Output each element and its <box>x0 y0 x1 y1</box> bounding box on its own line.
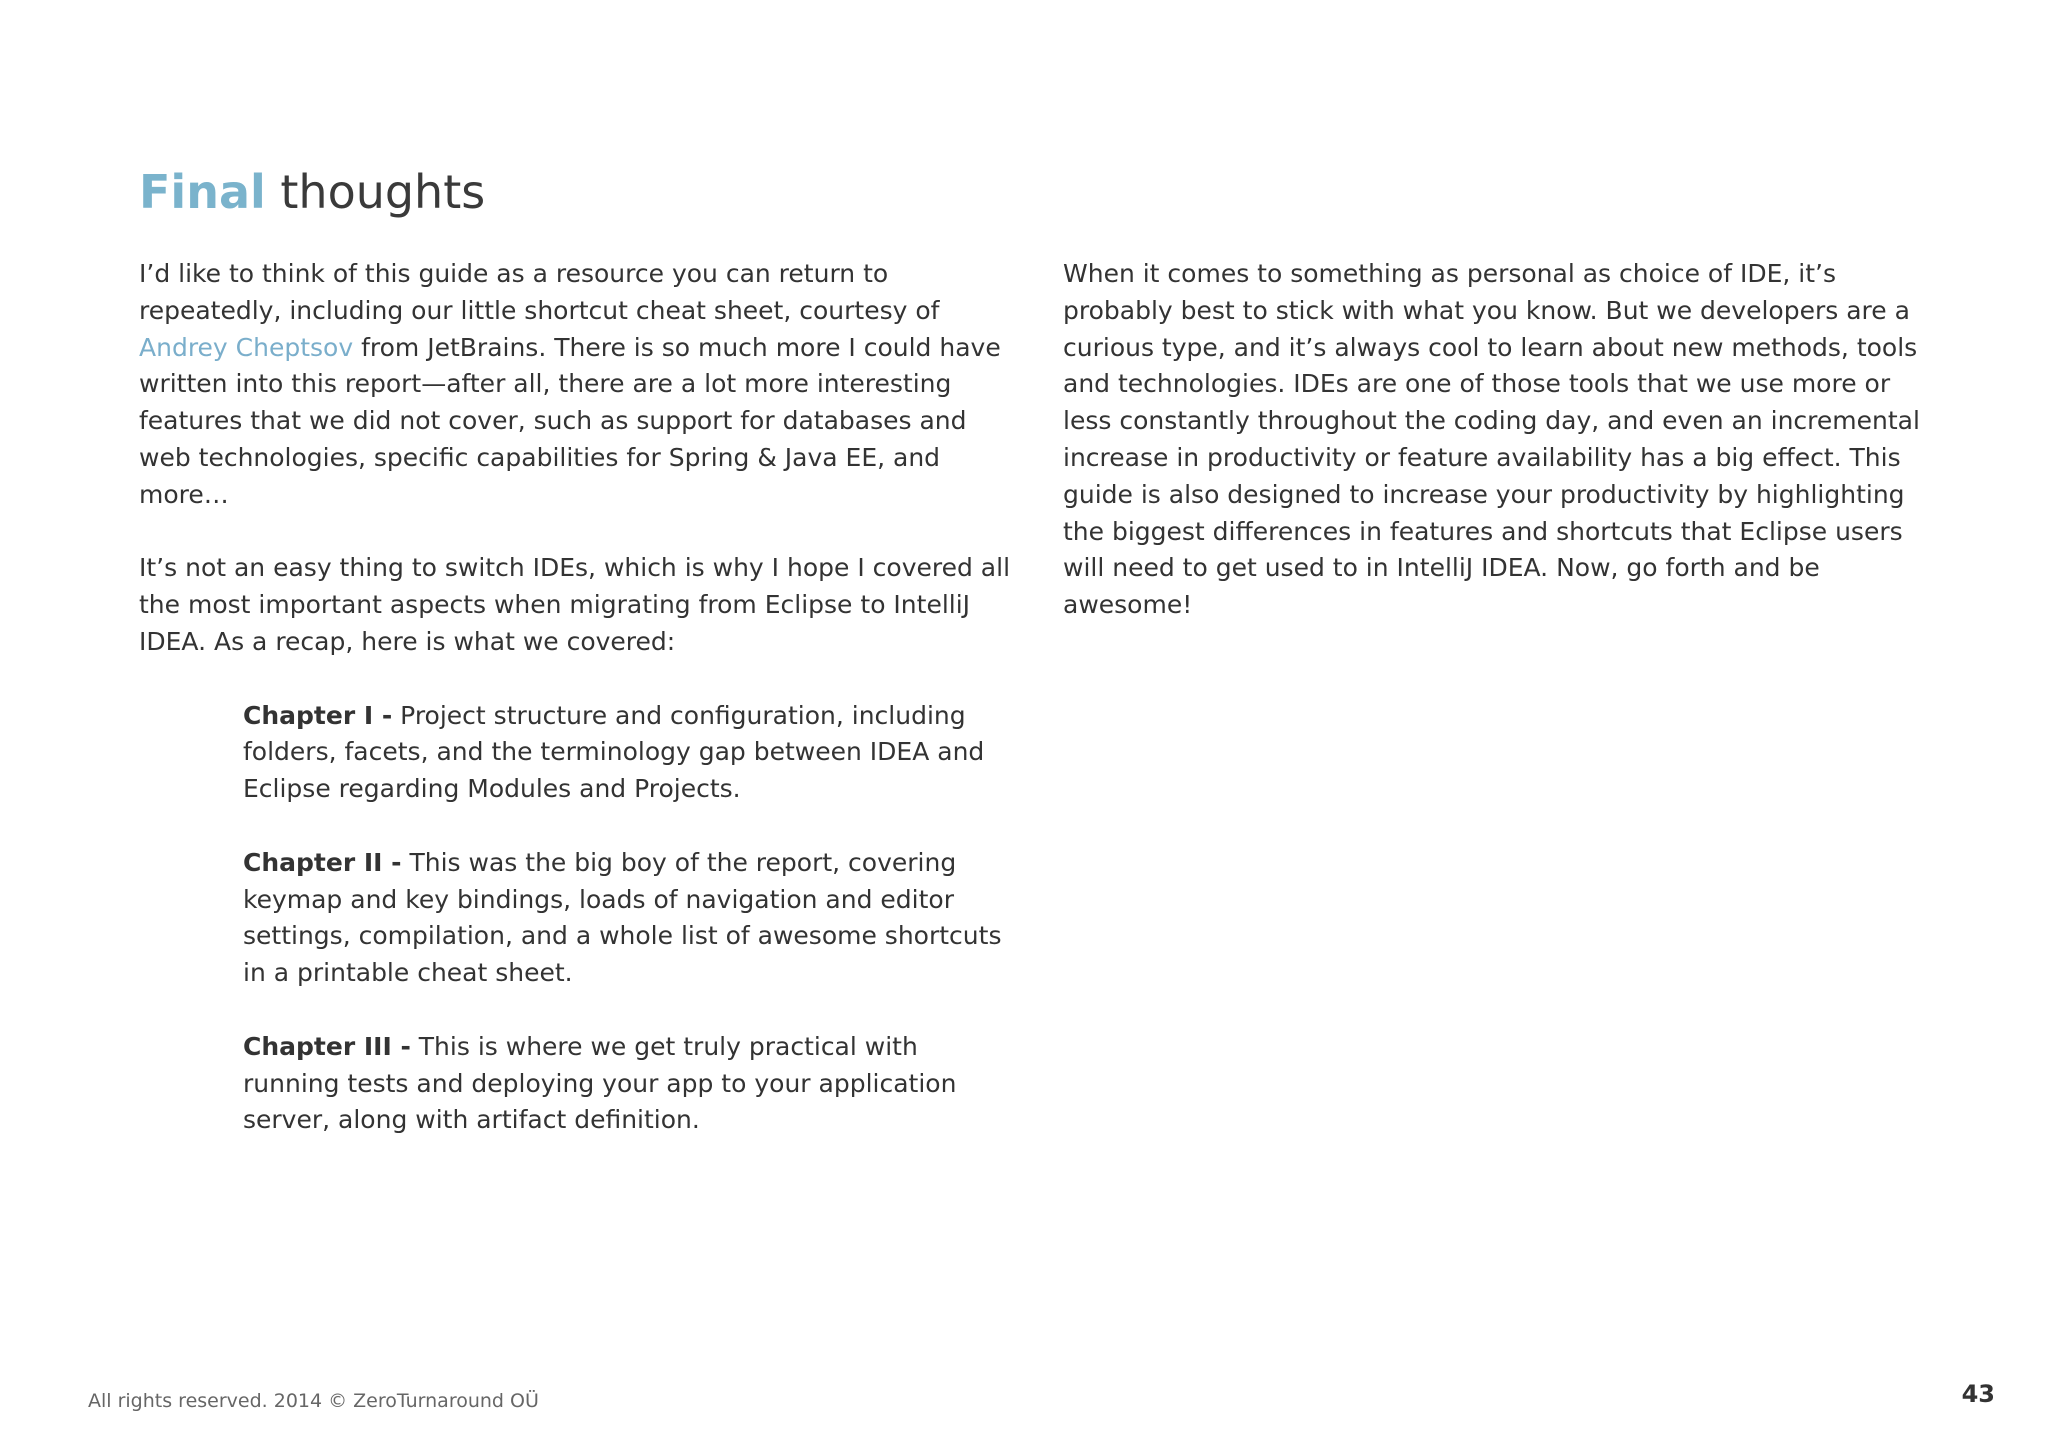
chapter-label: Chapter II - <box>243 847 402 877</box>
chapter-description: Project structure and configuration, including folders, facets, and the terminology gap between IDEA and Eclipse regarding Modules and Projects. <box>243 700 985 804</box>
footer-copyright: All rights reserved. 2014 © ZeroTurnaround OÜ <box>88 1390 539 1412</box>
chapter-item <box>243 698 1019 808</box>
chapter-description: This is where we get truly practical with running tests and deploying your app to your application server, along with artifact definition. <box>243 1031 957 1135</box>
title-accent-word: Final <box>139 165 266 219</box>
author-link[interactable]: Andrey Cheptsov <box>139 332 354 362</box>
chapter-description: This was the big boy of the report, covering keymap and key bindings, loads of navigation and editor settings, compilation, and a whole list of awesome shortcuts in a printable cheat sheet. <box>243 847 1002 988</box>
chapter-list <box>139 698 1019 1140</box>
left-column <box>139 256 1019 1176</box>
chapter-label: Chapter I - <box>243 700 393 730</box>
intro-text-start: I’d like to think of this guide as a resource you can return to repeatedly, including our little shortcut cheat sheet, courtesy of <box>139 259 940 325</box>
chapter-item <box>243 1029 1019 1139</box>
closing-paragraph: When it comes to something as personal as choice of IDE, it’s probably best to stick with what you know. But we developers are a curious type, and it’s always cool to learn about new methods, tools and technologies. IDEs are one of those tools that we use more or less constantly throughout the coding day, and even an incremental increase in productivity or feature availability has a big effect. This guide is also designed to increase your productivity by highlighting the biggest differences in features and shortcuts that Eclipse users will need to get used to in IntelliJ IDEA. Now, go forth and be awesome! <box>1063 259 1920 620</box>
page-title <box>139 160 485 224</box>
intro-paragraph <box>139 256 1019 514</box>
chapter-item <box>243 845 1019 992</box>
right-column <box>1063 256 1933 661</box>
page-number: 43 <box>1961 1380 1995 1408</box>
chapter-label: Chapter III - <box>243 1031 411 1061</box>
intro-text-end: from JetBrains. There is so much more I could have written into this report—after all, there are a lot more interesting features that we did not cover, such as support for databases and web technologies, specific capabilities for Spring & Java EE, and more… <box>139 332 1001 509</box>
recap-paragraph: It’s not an easy thing to switch IDEs, which is why I hope I covered all the most important aspects when migrating from Eclipse to IntelliJ IDEA. As a recap, here is what we covered: <box>139 553 1011 656</box>
title-rest: thoughts <box>265 165 486 219</box>
